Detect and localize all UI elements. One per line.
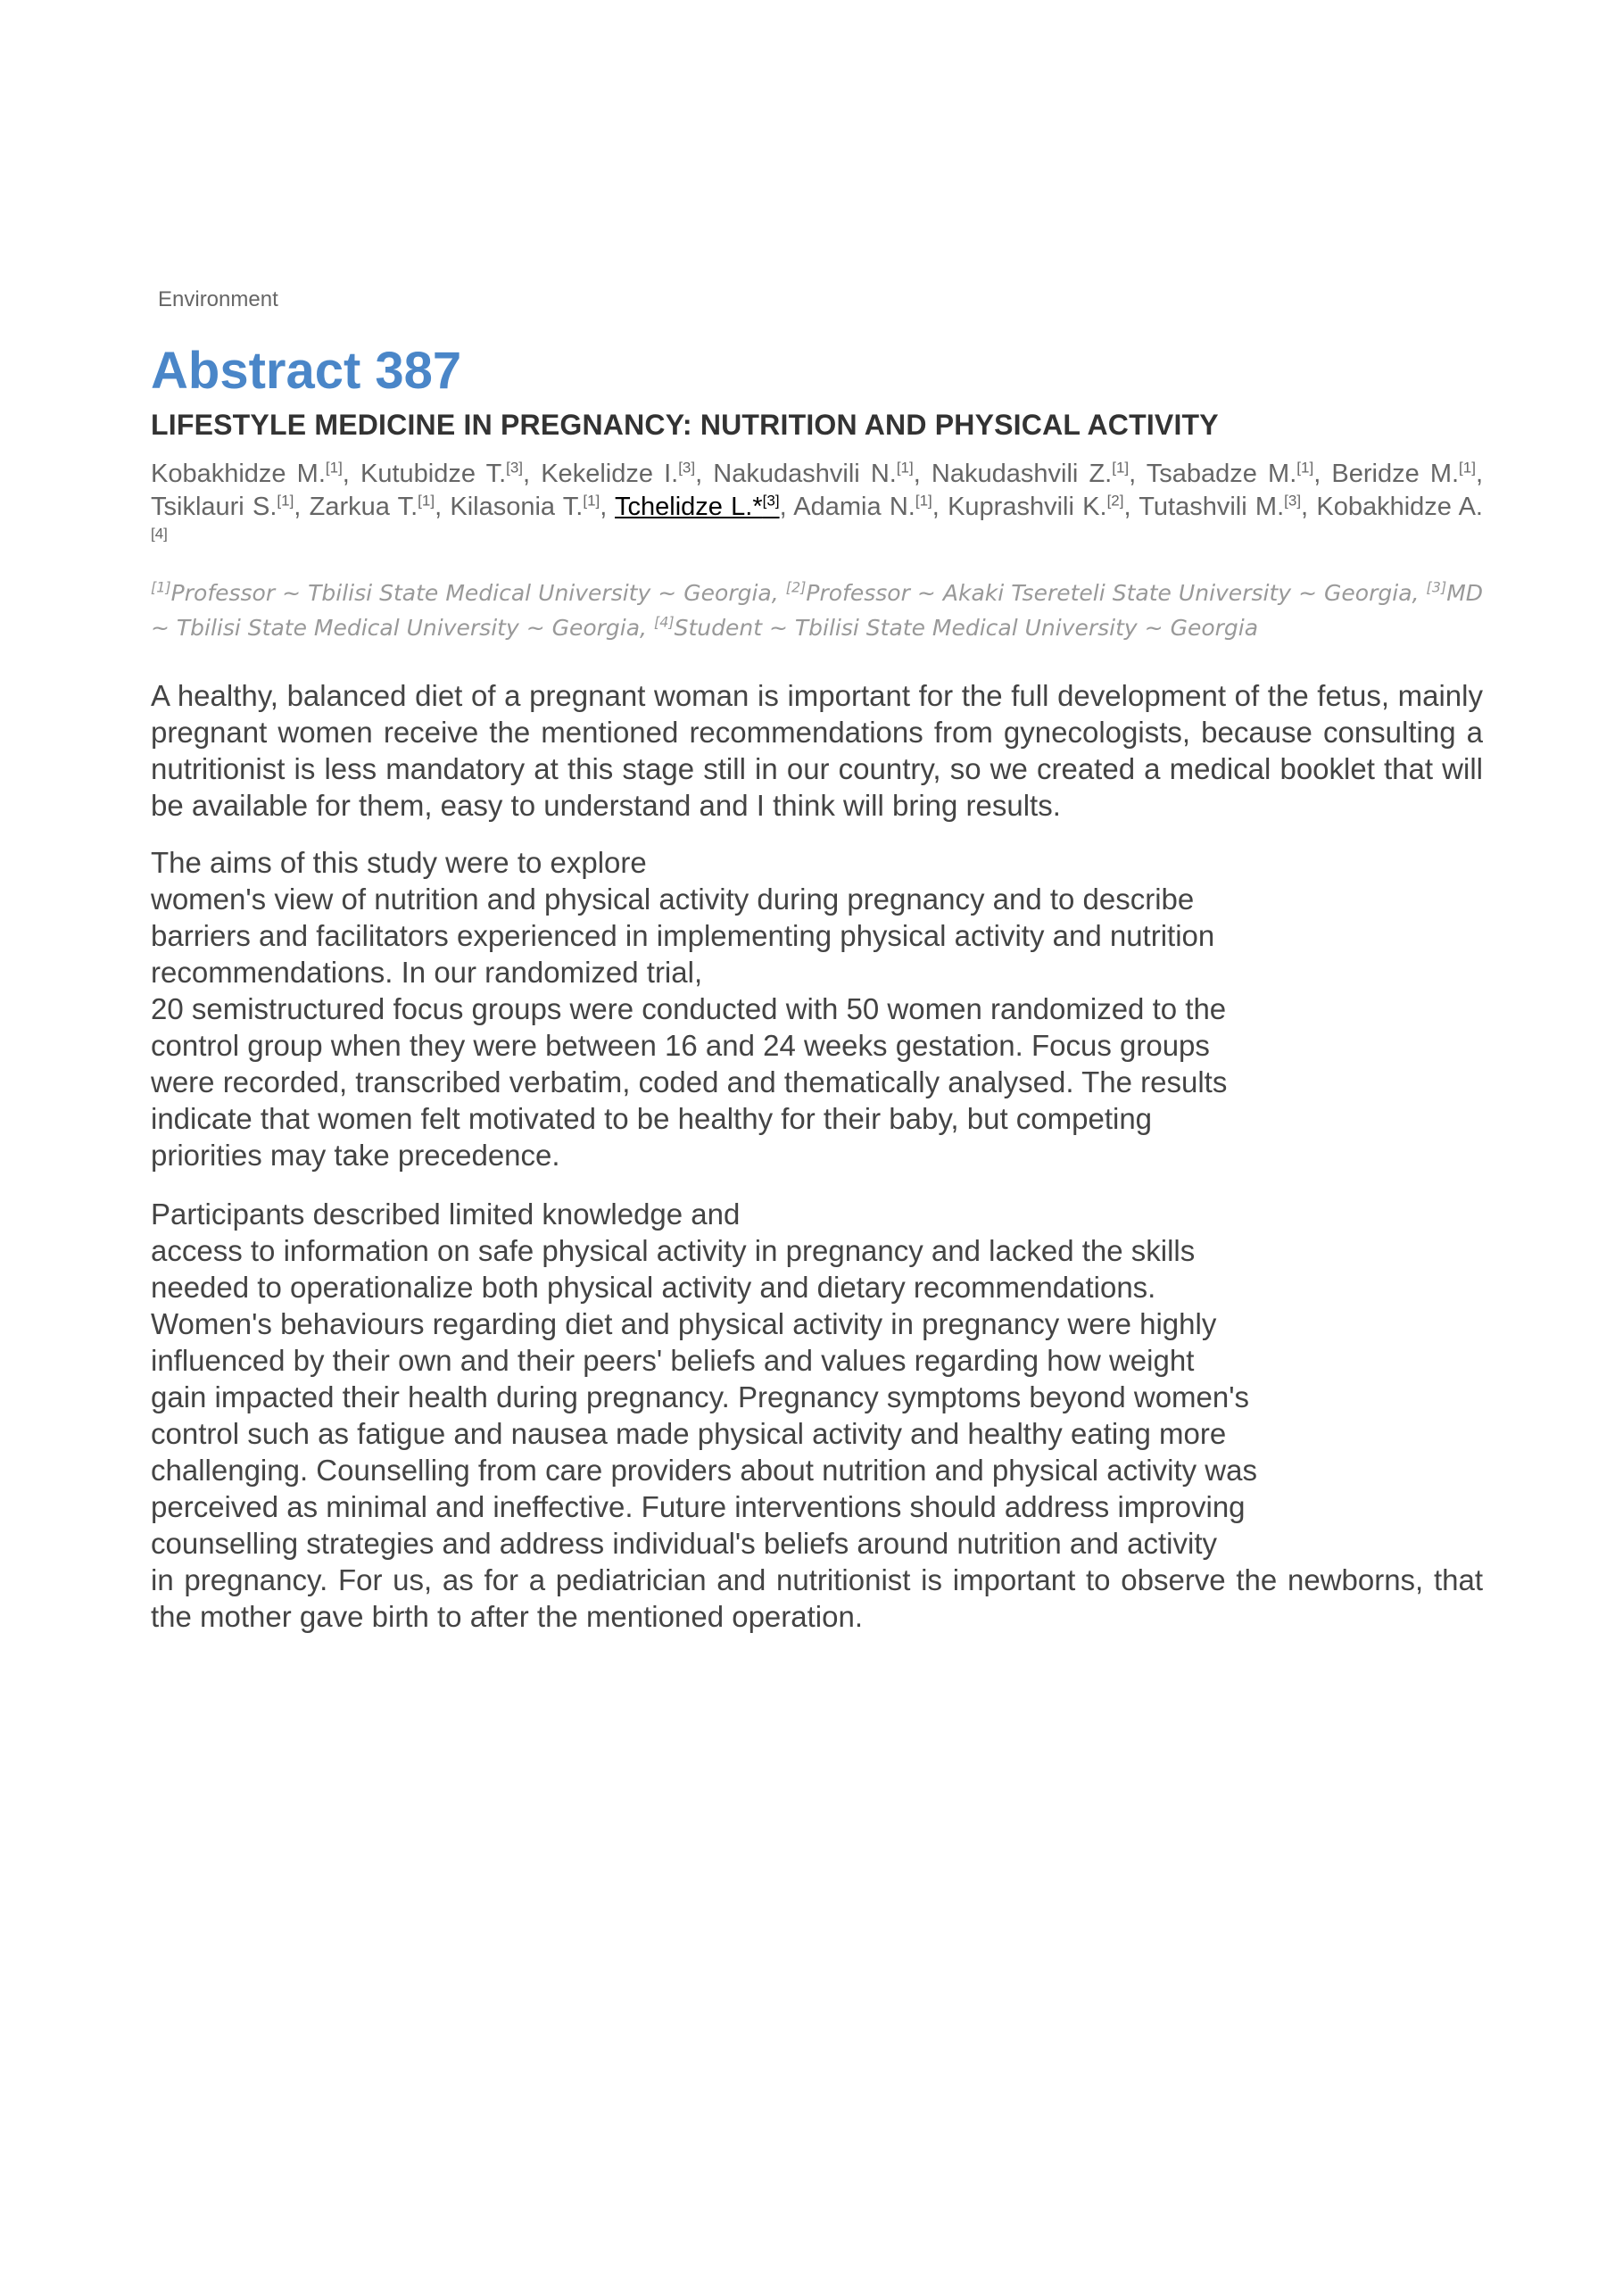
author-affiliation-marker: [3] [1284, 492, 1302, 510]
author-name: Adamia N. [793, 493, 915, 521]
text-line: 20 semistructured focus groups were conducted with 50 women randomized to the [151, 992, 1227, 1025]
author-entry [151, 493, 294, 521]
author-entry [151, 460, 343, 488]
author-affiliation-marker: [2] [1106, 492, 1124, 510]
affiliation-text: MD ~ Tbilisi State Medical University ~ Georgia, [151, 580, 1484, 641]
author-name: Kekelidze I. [541, 460, 679, 488]
author-name: Tsiklauri S. [151, 493, 277, 521]
text-line: the mother gave birth to after the mentioned operation. [151, 1600, 863, 1633]
author-name: Nakudashvili Z. [931, 460, 1113, 488]
text-line: influenced by their own and their peers' beliefs and values regarding how weight [151, 1344, 1195, 1377]
author-list: Kobakhidze M.[1], Kutubidze T.[3], Kekelidze I.[3], Nakudashvili N.[1], Nakudashvili Z.[1], Tsabadze M.[1], Beridze M.[1], Tsiklauri S.[1], Zarkua T.[1], Kilasonia T.[1], Tchelidze L.*[3], Adamia N.[1], Kuprashvili K.[2], Tutashvili M.[3], Kobakhidze A.[4] [151, 458, 1483, 557]
author-name: Beridze M. [1331, 460, 1460, 488]
text-line: barriers and facilitators experienced in implementing physical activity and nutrition [151, 919, 1215, 952]
affiliation-marker: [3] [1426, 578, 1447, 596]
text-line: women's view of nutrition and physical activity during pregnancy and to describe [151, 883, 1195, 916]
text-line: Women's behaviours regarding diet and physical activity in pregnancy were highly [151, 1307, 1217, 1340]
body-paragraph-2 [151, 844, 1483, 1173]
author-name: Nakudashvili N. [713, 460, 897, 488]
author-name: Kilasonia T. [450, 493, 584, 521]
author-entry [932, 460, 1129, 488]
author-affiliation-marker: [1] [896, 459, 914, 477]
text-line: priorities may take precedence. [151, 1139, 560, 1172]
text-line: indicate that women felt motivated to be healthy for their baby, but competing [151, 1102, 1153, 1135]
author-entry [360, 460, 523, 488]
author-affiliation-marker: [1] [583, 492, 600, 510]
affiliation-marker: [2] [785, 578, 807, 596]
affiliation-text: Professor ~ Akaki Tsereteli State University ~ Georgia, [806, 580, 1427, 606]
body-paragraph-1: A healthy, balanced diet of a pregnant woman is important for the full development of the fetus, mainly pregnant women receive the mentioned recommendations from gynecologists, because consulting a nutritionist is less mandatory at this stage still in our country, so we created a medical booklet that will be available for them, easy to understand and I think will bring results. [151, 679, 1483, 822]
author-entry [793, 493, 932, 521]
affiliation-marker: [1] [151, 578, 171, 596]
text-line: control such as fatigue and nausea made physical activity and healthy eating more [151, 1417, 1227, 1450]
author-entry [1331, 460, 1476, 488]
author-affiliation-marker: [3] [762, 492, 780, 510]
text-line: needed to operationalize both physical activity and dietary recommendations. [151, 1271, 1156, 1304]
text-line: perceived as minimal and ineffective. Future interventions should address improving [151, 1490, 1246, 1523]
author-affiliation-marker: [1] [1459, 459, 1476, 477]
author-affiliation-marker: [1] [1296, 459, 1314, 477]
author-entry [948, 493, 1123, 521]
text-line: were recorded, transcribed verbatim, coded and thematically analysed. The results [151, 1065, 1228, 1098]
text-line: counselling strategies and address individual's beliefs around nutrition and activity [151, 1527, 1218, 1560]
body-paragraph-3 [151, 1196, 1483, 1635]
text-line: control group when they were between 16 and 24 weeks gestation. Focus groups [151, 1029, 1210, 1062]
author-affiliation-marker: [1] [277, 492, 294, 510]
affiliation-text: Professor ~ Tbilisi State Medical University ~ Georgia, [170, 580, 786, 606]
author-entry [1147, 460, 1313, 488]
abstract-number-heading: Abstract 387 [151, 342, 462, 400]
author-entry [1139, 493, 1301, 521]
author-name: Zarkua T. [309, 493, 418, 521]
author-affiliation-marker: [4] [151, 525, 168, 543]
text-line: recommendations. In our randomized trial, [151, 956, 703, 989]
author-name: Kuprashvili K. [948, 493, 1107, 521]
section-label: Environment [158, 287, 278, 311]
presenting-author [615, 493, 780, 521]
author-affiliation-marker: [3] [678, 459, 696, 477]
text-line: access to information on safe physical activity in pregnancy and lacked the skills [151, 1234, 1196, 1267]
author-name: Tsabadze M. [1146, 460, 1297, 488]
author-name: Tutashvili M. [1139, 493, 1285, 521]
affiliation-marker: [4] [653, 613, 675, 631]
text-line: The aims of this study were to explore [151, 846, 647, 879]
author-entry [310, 493, 435, 521]
text-line: Participants described limited knowledge and [151, 1198, 741, 1231]
author-name: Kobakhidze A. [1316, 493, 1483, 521]
author-entry [713, 460, 913, 488]
paper-title: LIFESTYLE MEDICINE IN PREGNANCY: NUTRITION AND PHYSICAL ACTIVITY [151, 409, 1219, 441]
text-line: gain impacted their health during pregnancy. Pregnancy symptoms beyond women's [151, 1380, 1250, 1413]
author-affiliation-marker: [1] [1112, 459, 1130, 477]
author-name: Tchelidze L.* [615, 493, 763, 521]
author-name: Kobakhidze M. [151, 460, 326, 488]
author-name: Kutubidze T. [360, 460, 507, 488]
author-entry [541, 460, 695, 488]
affiliation-text: Student ~ Tbilisi State Medical University ~ Georgia [674, 615, 1259, 641]
affiliation-list [151, 576, 1483, 645]
author-affiliation-marker: [1] [418, 492, 435, 510]
author-affiliation-marker: [1] [325, 459, 343, 477]
author-affiliation-marker: [3] [506, 459, 524, 477]
text-line: challenging. Counselling from care providers about nutrition and physical activity was [151, 1454, 1257, 1487]
text-line: in pregnancy. For us, as for a pediatrician and nutritionist is important to observe the newborns, that [151, 1563, 1483, 1596]
author-affiliation-marker: [1] [915, 492, 932, 510]
author-entry [450, 493, 600, 521]
